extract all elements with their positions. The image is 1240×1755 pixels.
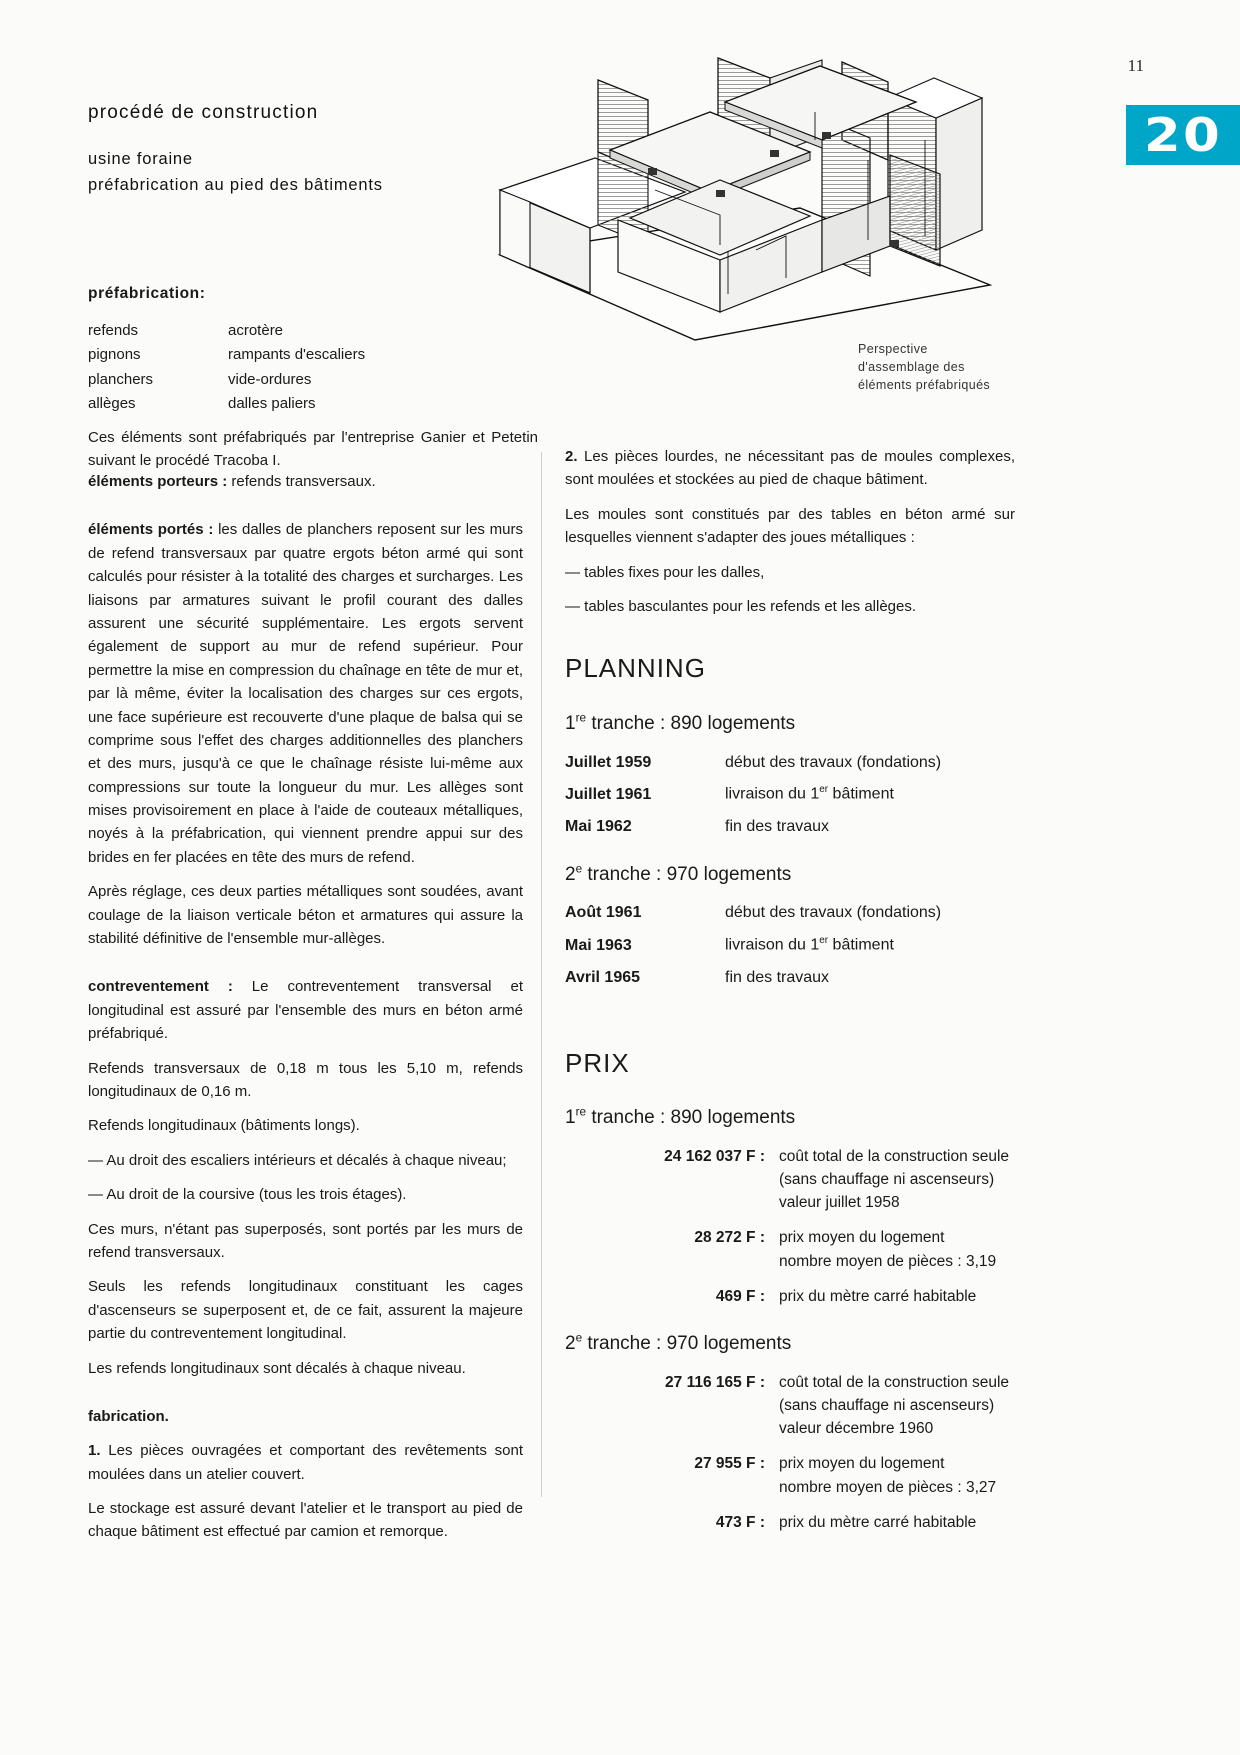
table-row xyxy=(565,751,1015,776)
paragraph-fabrication-stockage: Le stockage est assuré devant l'atelier et le transport au pied de chaque bâtiment est effectué par camion et remorque. xyxy=(88,1500,523,1541)
planning-date: Mai 1962 xyxy=(565,817,632,835)
illustration-caption-line-3: éléments préfabriqués xyxy=(858,378,991,393)
prix-description-line-1: coût total de la construction seule xyxy=(779,1147,1010,1165)
paragraph-murs-portes: Ces murs, n'étant pas superposés, sont portés par les murs de refend transversaux. xyxy=(88,1220,523,1261)
planning-event: début des travaux (fondations) xyxy=(725,904,942,922)
chapter-tab xyxy=(1126,105,1240,165)
table-row xyxy=(565,1226,1015,1273)
table-row xyxy=(565,1145,1015,1215)
header-subtitle-1: usine foraine xyxy=(88,150,193,168)
text-elements-portes: les dalles de planchers reposent sur les murs de refend transversaux par quatre ergots béton armé qui sont calculés pour résister à la totalité des charges et surcharges. Les liaisons par armatures suivant le profil courant des dalles assurent une sécurité supplémentaire. Les ergots servent également de support au mur de refend supérieur. Pour permettre la mise en compression du chaînage en tête de mur et, par là même, éviter la localisation des charges sur ces ergots, une face supérieure est recouverte d'une plaque de balsa qui se comprime sous l'effet des charges additionnelles des planchers et des murs, jusqu'à ce que le chaînage résiste lui-même aux compressions sur toute la longueur du mur. Les allèges sont mises provisoirement en place à l'aide de couteaux métalliques, noyés à la préfabrication, qui viennent prendre appui sur des brides en fer placées en tête des murs de refend. xyxy=(88,521,523,866)
planning-tranche-1-label: 1re tranche : 890 logements xyxy=(565,711,796,734)
prix-description-line-2: (sans chauffage ni ascenseurs) xyxy=(779,1170,995,1188)
list-item xyxy=(88,319,538,343)
prix-tranche-1-label: 1re tranche : 890 logements xyxy=(565,1105,796,1129)
chapter-tab-label: 20 xyxy=(1143,108,1223,162)
prefab-item-left: allèges xyxy=(88,394,136,412)
paragraph-refends-transversaux: Refends transversaux de 0,18 m tous les 5,10 m, refends longitudinaux de 0,16 m. xyxy=(88,1059,523,1100)
prefab-item-left: refends xyxy=(88,322,139,339)
page-header xyxy=(88,102,518,202)
prefabrication-note: Ces éléments sont préfabriqués par l'entreprise Ganier et Petetin suivant le procédé Tracoba I. xyxy=(88,429,538,470)
prix-description: prix du mètre carré habitable xyxy=(779,1287,977,1305)
bullet-tables-fixes: — tables fixes pour les dalles, xyxy=(565,563,765,581)
table-row xyxy=(565,815,1015,840)
prix-amount: 469 F : xyxy=(715,1287,765,1305)
prefab-item-right: rampants d'escaliers xyxy=(228,346,366,364)
prix-description-line-2: nombre moyen de pièces : 3,19 xyxy=(779,1252,997,1270)
planning-tranche-2-label: 2e tranche : 970 logements xyxy=(565,862,792,885)
planning-event: livraison du 1er bâtiment xyxy=(725,784,894,803)
paragraph-moules: Les moules sont constitués par des tables en béton armé sur lesquelles viennent s'adapter des joues métalliques : xyxy=(565,505,1015,547)
page-number: 11 xyxy=(1127,56,1144,75)
prix-tranche-2-label: 2e tranche : 970 logements xyxy=(565,1331,792,1355)
prix-amount: 24 162 037 F : xyxy=(664,1147,765,1165)
planning-event: fin des travaux xyxy=(725,968,830,986)
section-heading-prix: PRIX xyxy=(565,1047,630,1078)
lead-contreventement: contreventement : xyxy=(88,978,233,996)
list-item xyxy=(88,368,538,392)
planning-date: Août 1961 xyxy=(565,904,642,922)
prefabrication-section xyxy=(88,285,538,473)
prix-description xyxy=(779,1145,1015,1215)
prix-amount: 27 955 F : xyxy=(694,1455,765,1473)
section-heading-planning: PLANNING xyxy=(565,653,706,684)
illustration-caption xyxy=(858,340,990,394)
prefabrication-list xyxy=(88,319,538,416)
prefab-item-left: pignons xyxy=(88,346,141,364)
prix-amount: 28 272 F : xyxy=(694,1229,765,1247)
planning-event: fin des travaux xyxy=(725,817,830,835)
table-row xyxy=(565,901,1015,926)
prix-description-line-1: prix moyen du logement xyxy=(779,1455,945,1473)
paragraph-apres-reglage: Après réglage, ces deux parties métalliques sont soudées, avant coulage de la liaison verticale béton et armatures qui assure la stabilité définitive de l'ensemble mur-allèges. xyxy=(88,883,523,948)
paragraph-elements-portes xyxy=(88,518,523,869)
paragraph-cages-ascenseurs: Seuls les refends longitudinaux constituant les cages d'ascenseurs se superposent et, de ce fait, assurent la majeure partie du contreventement longitudinal. xyxy=(88,1278,523,1343)
prix-description-line-3: valeur juillet 1958 xyxy=(779,1194,900,1212)
prix-amount: 473 F : xyxy=(715,1513,765,1531)
fabrication-item-2-text: Les pièces lourdes, ne nécessitant pas de moules complexes, sont moulées et stockées au pied de chaque bâtiment. xyxy=(565,448,1015,489)
prix-description xyxy=(779,1226,1015,1273)
planning-event: début des travaux (fondations) xyxy=(725,753,942,771)
paragraph-elements-porteurs xyxy=(88,470,523,493)
table-row xyxy=(565,933,1015,958)
planning-date: Mai 1963 xyxy=(565,936,632,954)
prix-description-line-2: (sans chauffage ni ascenseurs) xyxy=(779,1396,995,1414)
prefabrication-title: préfabrication: xyxy=(88,285,206,302)
fabrication-item-1-number: 1. xyxy=(88,1442,101,1460)
planning-date: Avril 1965 xyxy=(565,968,641,986)
lead-elements-portes: éléments portés : xyxy=(88,521,214,539)
paragraph-refends-longitudinaux: Refends longitudinaux (bâtiments longs). xyxy=(88,1117,360,1135)
prix-description-line-2: nombre moyen de pièces : 3,27 xyxy=(779,1478,997,1496)
column-divider xyxy=(541,452,542,1497)
table-row xyxy=(565,1511,1015,1535)
list-item xyxy=(88,392,538,416)
lead-fabrication: fabrication. xyxy=(88,1407,169,1425)
page-title: procédé de construction xyxy=(88,102,319,123)
prefab-item-right: vide-ordures xyxy=(228,370,312,388)
lead-elements-porteurs: éléments porteurs : xyxy=(88,473,228,490)
paragraph-fabrication-item-1 xyxy=(88,1439,523,1486)
left-text-column xyxy=(88,470,523,1555)
prix-description-line-1: prix moyen du logement xyxy=(779,1229,945,1247)
table-row xyxy=(565,1452,1015,1499)
prix-description-line-3: valeur décembre 1960 xyxy=(779,1420,934,1438)
planning-date: Juillet 1961 xyxy=(565,785,652,803)
bullet-escaliers: — Au droit des escaliers intérieurs et décalés à chaque niveau; xyxy=(88,1151,507,1169)
prix-description: prix du mètre carré habitable xyxy=(779,1513,977,1531)
illustration-caption-line-2: d'assemblage des xyxy=(858,360,965,375)
prix-description-line-1: coût total de la construction seule xyxy=(779,1373,1010,1391)
illustration-caption-line-1: Perspective xyxy=(858,342,928,356)
perspective-illustration xyxy=(470,40,1030,370)
table-row xyxy=(565,966,1015,991)
text-contreventement: Le contreventement transversal et longitudinal est assuré par l'ensemble des murs en béton armé préfabriqué. xyxy=(88,978,523,1043)
list-item xyxy=(88,343,538,367)
paragraph-fabrication-item-2 xyxy=(565,445,1015,492)
prix-amount: 27 116 165 F : xyxy=(665,1373,765,1391)
paragraph-contreventement xyxy=(88,975,523,1045)
table-row xyxy=(565,782,1015,807)
header-subtitle-2: préfabrication au pied des bâtiments xyxy=(88,176,383,194)
paragraph-refends-decales: Les refends longitudinaux sont décalés à chaque niveau. xyxy=(88,1359,466,1377)
prix-description xyxy=(779,1371,1015,1441)
right-text-column xyxy=(565,445,1015,1547)
fabrication-item-2-number: 2. xyxy=(565,448,578,465)
fabrication-item-1-text: Les pièces ouvragées et comportant des revêtements sont moulées dans un atelier couvert. xyxy=(88,1442,523,1483)
prefab-item-left: planchers xyxy=(88,370,154,388)
table-row xyxy=(565,1285,1015,1309)
table-row xyxy=(565,1371,1015,1441)
prefab-item-right: acrotère xyxy=(228,322,284,339)
planning-date: Juillet 1959 xyxy=(565,753,652,771)
bullet-tables-basculantes: — tables basculantes pour les refends et les allèges. xyxy=(565,597,917,615)
prefab-item-right: dalles paliers xyxy=(228,394,316,412)
bullet-coursive: — Au droit de la coursive (tous les trois étages). xyxy=(88,1186,407,1204)
prix-description xyxy=(779,1452,1015,1499)
planning-event: livraison du 1er bâtiment xyxy=(725,935,894,954)
assembly-perspective-drawing xyxy=(470,40,1030,370)
text-elements-porteurs: refends transversaux. xyxy=(227,473,376,490)
